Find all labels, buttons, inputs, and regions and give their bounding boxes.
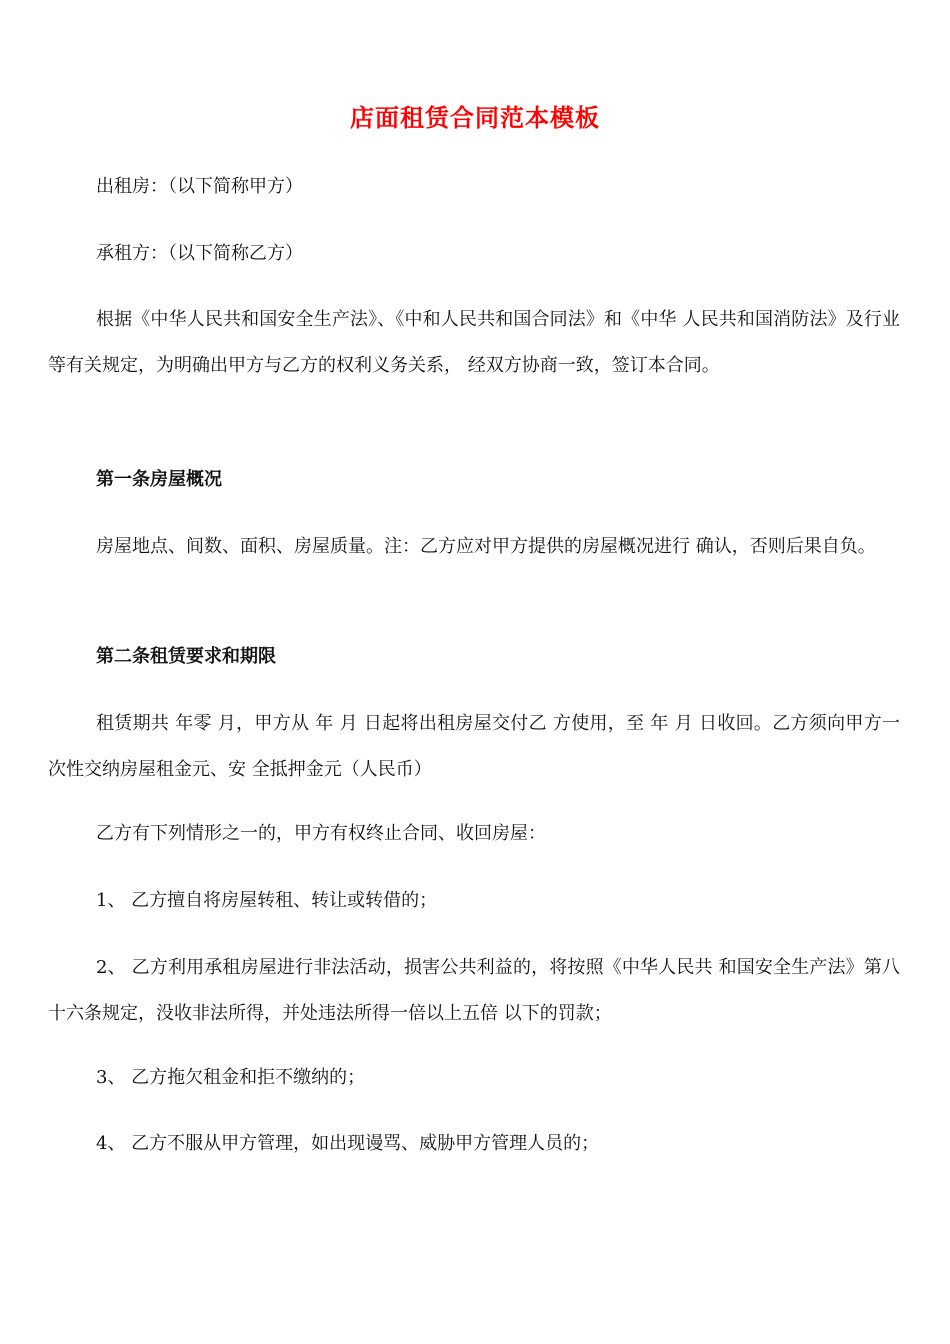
list-item-1: 1、 乙方擅自将房屋转租、转让或转借的； [96, 890, 438, 911]
list-item-2: 2、 乙方利用承租房屋进行非法活动，损害公共利益的，将按照《中华人民共 和国安全生产法》第八十六条规定，没收非法所得，并处违法所得一倍以上五倍 以下的罚款； [48, 957, 900, 1024]
list-item-3: 3、 乙方拖欠租金和拒不缴纳的； [96, 1067, 366, 1088]
article2-body: 租赁期共 年零 月，甲方从 年 月 日起将出租房屋交付乙 方使用，至 年 月 日收回。乙方须向甲方一次性交纳房屋租金元、安 全抵押金元（人民币） [48, 713, 900, 780]
article1-heading: 第一条房屋概况 [96, 469, 222, 490]
article1-body: 房屋地点、间数、面积、房屋质量。注：乙方应对甲方提供的房屋概况进行 确认，否则后果自负。 [96, 536, 876, 557]
termination-intro: 乙方有下列情形之一的，甲方有权终止合同、收回房屋： [96, 823, 546, 844]
lessor-line: 出租房：（以下简称甲方） [96, 176, 303, 197]
preamble-paragraph: 根据《中华人民共和国安全生产法》、《中和人民共和国合同法》和《中华 人民共和国消防法》及行业等有关规定，为明确出甲方与乙方的权利义务关系， 经双方协商一致，签订本合同。 [48, 309, 900, 376]
list-item-4: 4、 乙方不服从甲方管理，如出现谩骂、威胁甲方管理人员的； [96, 1133, 600, 1154]
lessee-line: 承租方：（以下简称乙方） [96, 243, 303, 264]
article2-heading: 第二条租赁要求和期限 [96, 646, 276, 667]
document-title: 店面租赁合同范本模板 [350, 104, 600, 132]
